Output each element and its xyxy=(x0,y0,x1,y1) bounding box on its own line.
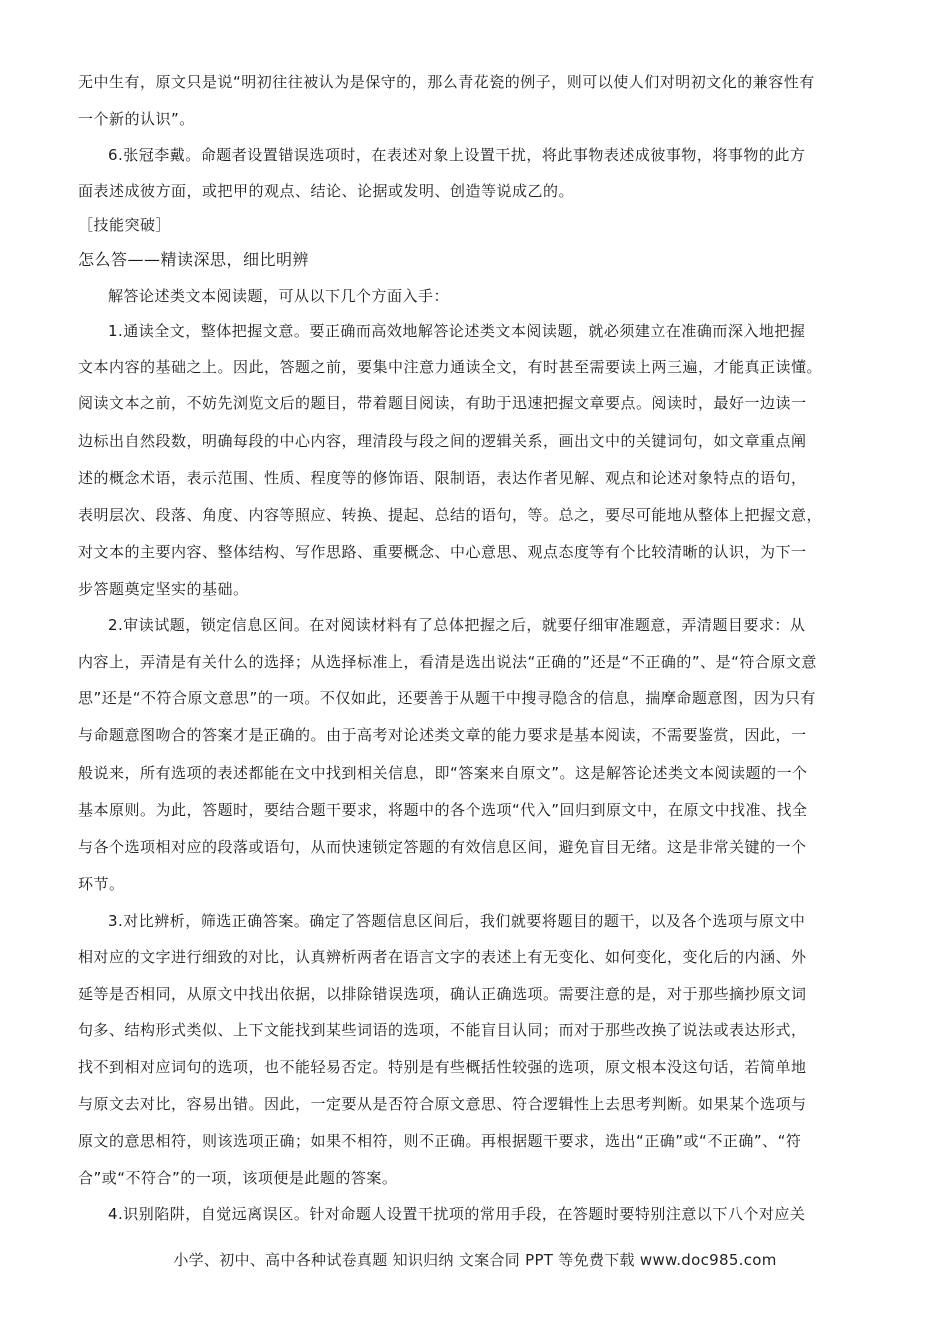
text-line: 2.审读试题，锁定信息区间。在对阅读材料有了总体把握之后，就要仔细审准题意，弄清题目要求：从 xyxy=(108,616,806,634)
text-line: 合”或“不符合”的一项，该项便是此题的答案。 xyxy=(78,1169,398,1187)
text-line: 边标出自然段数，明确每段的中心内容，理清段与段之间的逻辑关系，画出文中的关键词句，如文章重点阐 xyxy=(78,432,807,450)
text-line: 内容上，弄清是有关什么的选择；从选择标准上，看清是选出说法“正确的”还是“不正确的”、是“符合原文意 xyxy=(78,653,817,671)
text-line: 句多、结构形式类似、上下文能找到某些词语的选项，不能盲目认同；而对于那些改换了说法或表达形式， xyxy=(78,1021,807,1039)
text-line: 与命题意图吻合的答案才是正确的。由于高考对论述类文章的能力要求是基本阅读，不需要鉴赏，因此，一 xyxy=(78,726,807,744)
text-line: 表明层次、段落、角度、内容等照应、转换、提起、总结的语句，等。总之，要尽可能地从整体上把握文意， xyxy=(78,506,823,524)
text-line: 阅读文本之前，不妨先浏览文后的题目，带着题目阅读，有助于迅速把握文章要点。阅读时，最好一边读一 xyxy=(78,394,807,412)
text-line: 3.对比辨析，筛选正确答案。确定了答题信息区间后，我们就要将题目的题干，以及各个选项与原文中 xyxy=(108,912,806,930)
page-footer: 小学、初中、高中各种试卷真题 知识归纳 文案合同 PPT 等免费下载 www.doc985.com xyxy=(173,1251,777,1269)
text-line: 原文的意思相符，则该选项正确；如果不相符，则不正确。再根据题干要求，选出“正确”或“不正确”、“符 xyxy=(78,1132,802,1150)
text-line: 步答题奠定坚实的基础。 xyxy=(78,580,249,598)
text-line: 一个新的认识”。 xyxy=(78,110,195,128)
text-line: 般说来，所有选项的表述都能在文中找到相关信息，即“答案来自原文”。这是解答论述类文本阅读题的一个 xyxy=(78,764,808,782)
text-line: 文本内容的基础之上。因此，答题之前，要集中注意力通读全文，有时甚至需要读上两三遍，才能真正读懂。 xyxy=(78,358,823,376)
text-line: 面表述成彼方面，或把甲的观点、结论、论据或发明、创造等说成乙的。 xyxy=(78,182,575,200)
section-label: ［技能突破］ xyxy=(78,216,172,234)
text-line: 相对应的文字进行细致的对比，认真辨析两者在语言文字的表述上有无变化、如何变化，变化后的内涵、外 xyxy=(78,948,807,966)
section-heading: 怎么答——精读深思，细比明辨 xyxy=(78,250,310,269)
text-line: 1.通读全文，整体把握文意。要正确而高效地解答论述类文本阅读题，就必须建立在准确而深入地把握 xyxy=(108,322,806,340)
text-line: 基本原则。为此，答题时，要结合题干要求，将题中的各个选项“代入”回归到原文中，在原文中找准、找全 xyxy=(78,801,808,819)
text-line: 无中生有，原文只是说“明初往往被认为是保守的，那么青花瓷的例子，则可以使人们对明初文化的兼容性有 xyxy=(78,73,815,91)
text-line: 解答论述类文本阅读题，可从以下几个方面入手： xyxy=(108,287,450,305)
text-line: 与原文去对比，容易出错。因此，一定要从是否符合原文意思、符合逻辑性上去思考判断。如果某个选项与 xyxy=(78,1095,807,1113)
text-line: 6.张冠李戴。命题者设置错误选项时，在表述对象上设置干扰，将此事物表述成彼事物，将事物的此方 xyxy=(108,146,806,164)
text-line: 环节。 xyxy=(78,875,125,893)
text-line: 述的概念术语，表示范围、性质、程度等的修饰语、限制语，表达作者见解、观点和论述对象特点的语句， xyxy=(78,469,807,487)
text-line: 思”还是“不符合原文意思”的一项。不仅如此，还要善于从题干中搜寻隐含的信息，揣摩命题意图，因为只有 xyxy=(78,689,816,707)
text-line: 延等是否相同，从原文中找出依据，以排除错误选项，确认正确选项。需要注意的是，对于那些摘抄原文词 xyxy=(78,985,807,1003)
text-line: 与各个选项相对应的段落或语句，从而快速锁定答题的有效信息区间，避免盲目无绪。这是非常关键的一个 xyxy=(78,838,807,856)
text-line: 对文本的主要内容、整体结构、写作思路、重要概念、中心意思、观点态度等有个比较清晰的认识，为下一 xyxy=(78,543,807,561)
text-line: 找不到相对应词句的选项，也不能轻易否定。特别是有些概括性较强的选项，原文根本没这句话，若简单地 xyxy=(78,1058,807,1076)
text-line: 4.识别陷阱，自觉远离误区。针对命题人设置干扰项的常用手段，在答题时要特别注意以下八个对应关 xyxy=(108,1205,806,1223)
